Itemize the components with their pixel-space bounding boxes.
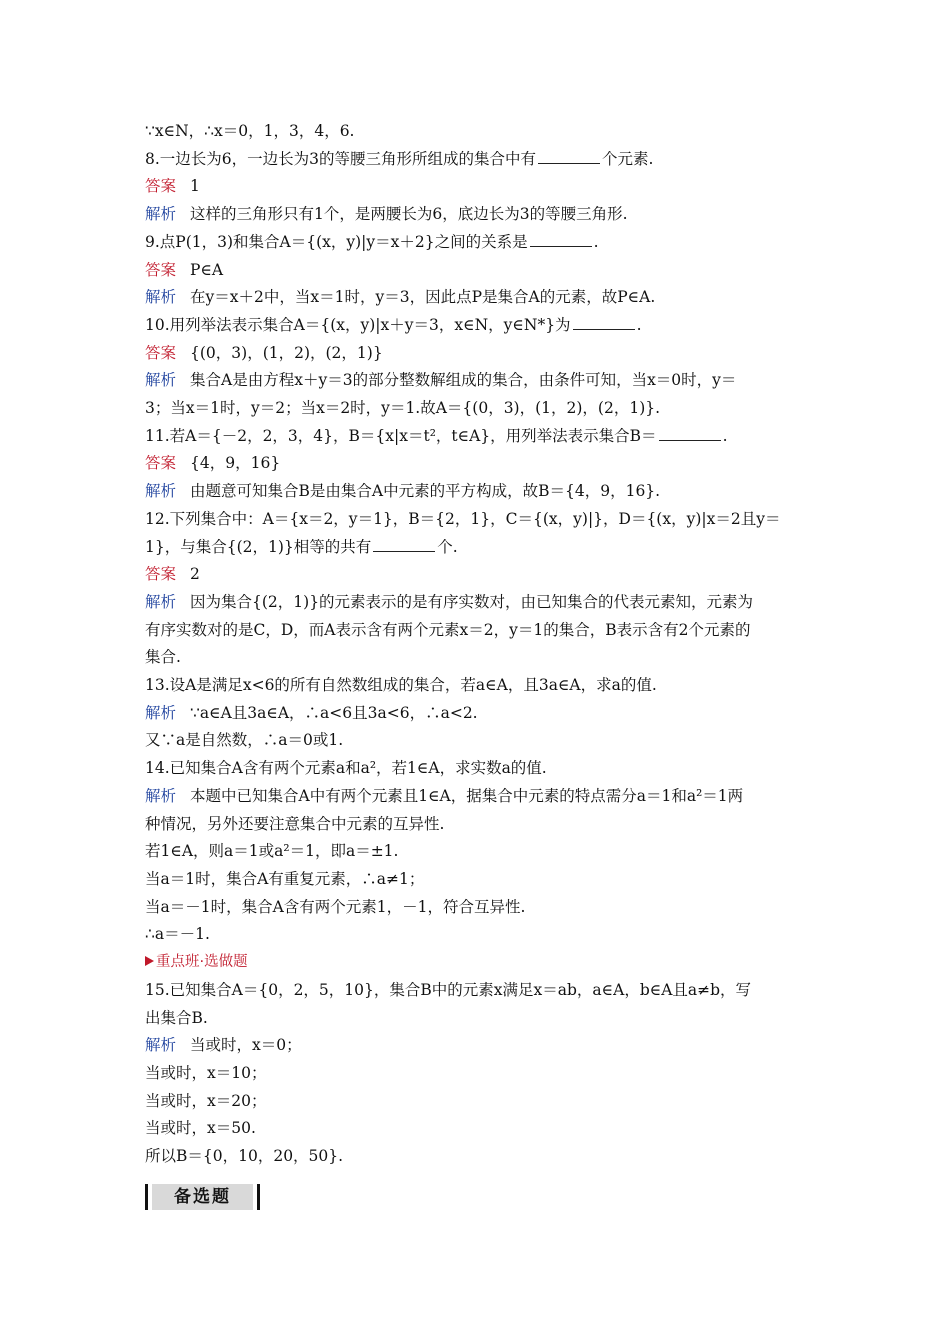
text-line [145, 118, 810, 146]
text-line [145, 866, 810, 894]
text-line [145, 395, 810, 423]
answer-line [145, 561, 810, 589]
question-text: 个元素. [602, 149, 654, 168]
analysis-label: 解析 [145, 592, 177, 611]
answer-label: 答案 [145, 260, 177, 279]
text-line [145, 1115, 810, 1143]
analysis-label: 解析 [145, 288, 177, 307]
line-text: 出集合B. [145, 1008, 208, 1027]
answer-line [145, 450, 810, 478]
line-text: 15.已知集合A＝{0，2，5，10}，集合B中的元素x满足x＝ab，a∈A，b∈A且a≠b，写 [145, 980, 752, 999]
answer-text: {(0，3)，(1，2)，(2，1)} [190, 343, 383, 362]
question-text: 个. [437, 537, 458, 556]
question-line [145, 229, 810, 257]
answer-text: 1 [190, 177, 200, 196]
analysis-line [145, 478, 810, 506]
question-text: 1}，与集合{(2，1)}相等的共有 [145, 537, 372, 556]
line-text: ∴a＝－1. [145, 925, 210, 944]
answer-label: 答案 [145, 343, 177, 362]
line-text: 有序实数对的是C，D，而A表示含有两个元素x＝2，y＝1的集合，B表示含有2个元素的 [145, 620, 751, 639]
text-line [145, 1060, 810, 1088]
question-line [145, 534, 810, 562]
section-title: 重点班·选做题 [156, 954, 248, 971]
line-text: 13.设A是满足x<6的所有自然数组成的集合，若a∈A，且3a∈A，求a的值. [145, 676, 657, 695]
analysis-text: 由题意可知集合B是由集合A中元素的平方构成，故B＝{4，9，16}. [190, 482, 661, 501]
analysis-text: 集合A是由方程x＋y＝3的部分整数解组成的集合，由条件可知，当x＝0时，y＝ [190, 371, 737, 390]
answer-text: {4，9，16} [190, 454, 281, 473]
answer-blank [538, 149, 600, 164]
text-line [145, 1088, 810, 1116]
answer-blank [373, 537, 435, 552]
text-line [145, 977, 810, 1005]
answer-text: 2 [190, 565, 200, 584]
section-heading [145, 949, 810, 977]
analysis-line [145, 367, 810, 395]
answer-blank [659, 426, 721, 441]
line-text: 若1∈A，则a＝1或a²＝1，即a＝±1. [145, 842, 399, 861]
line-text: 当或时，x＝10； [145, 1063, 267, 1082]
line-text: 14.已知集合A含有两个元素a和a²，若1∈A，求实数a的值. [145, 759, 547, 778]
answer-label: 答案 [145, 177, 177, 196]
answer-blank [573, 315, 635, 330]
line-text: 12.下列集合中：A＝{x＝2，y＝1}，B＝{2，1}，C＝{(x，y)|}，D＝{(x，y)|x＝2且y＝ [145, 509, 781, 528]
analysis-line [145, 284, 810, 312]
analysis-label: 解析 [145, 371, 177, 390]
analysis-text: 在y＝x＋2中，当x＝1时，y＝3，因此点P是集合A的元素，故P∈A. [190, 288, 656, 307]
analysis-label: 解析 [145, 205, 177, 224]
text-line [145, 727, 810, 755]
left-bar [145, 1184, 148, 1210]
question-text: 9.点P(1，3)和集合A＝{(x，y)|y＝x＋2}之间的关系是 [145, 232, 528, 251]
answer-line [145, 257, 810, 285]
analysis-label: 解析 [145, 786, 177, 805]
text-line [145, 617, 810, 645]
analysis-label: 解析 [145, 1036, 177, 1055]
line-text: 当a＝1时，集合A有重复元素，∴a≠1； [145, 869, 425, 888]
right-bar [257, 1184, 260, 1210]
analysis-label: 解析 [145, 703, 177, 722]
answer-label: 答案 [145, 454, 177, 473]
line-text: 当或时，x＝50. [145, 1119, 256, 1138]
analysis-text: 这样的三角形只有1个，是两腰长为6，底边长为3的等腰三角形. [190, 205, 628, 224]
question-text: 11.若A＝{－2，2，3，4}，B＝{x|x＝t²，t∈A}，用列举法表示集合B＝ [145, 426, 657, 445]
text-line [145, 1005, 810, 1033]
answer-label: 答案 [145, 565, 177, 584]
analysis-line [145, 201, 810, 229]
line-text: 集合. [145, 648, 181, 667]
line-text: 当或时，x＝20； [145, 1091, 267, 1110]
analysis-text: ∵a∈A且3a∈A，∴a<6且3a<6，∴a<2. [190, 703, 478, 722]
text-line [145, 894, 810, 922]
question-text: 10.用列举法表示集合A＝{(x，y)|x＋y＝3，x∈N，y∈N*}为 [145, 315, 571, 334]
line-text: 3；当x＝1时，y＝2；当x＝2时，y＝1.故A＝{(0，3)，(1，2)，(2，1)}. [145, 399, 661, 418]
text-line [145, 838, 810, 866]
analysis-line [145, 700, 810, 728]
line-text: 种情况，另外还要注意集合中元素的互异性. [145, 814, 445, 833]
text-line [145, 1143, 810, 1171]
question-text: . [636, 315, 642, 334]
text-line [145, 506, 810, 534]
question-text: . [593, 232, 599, 251]
text-line [145, 921, 810, 949]
line-text: 又∵a是自然数，∴a＝0或1. [145, 731, 344, 750]
question-line [145, 312, 810, 340]
question-text: 8.一边长为6，一边长为3的等腰三角形所组成的集合中有 [145, 149, 537, 168]
line-text: 所以B＝{0，10，20，50}. [145, 1147, 344, 1166]
text-line [145, 755, 810, 783]
answer-text: P∈A [190, 260, 224, 279]
text-line [145, 644, 810, 672]
answer-blank [530, 232, 592, 247]
answer-line [145, 173, 810, 201]
analysis-line [145, 783, 810, 811]
analysis-label: 解析 [145, 482, 177, 501]
text-line [145, 811, 810, 839]
triangle-marker-icon [145, 956, 154, 966]
backup-title: 备选题 [152, 1184, 253, 1210]
analysis-text: 当或时，x＝0； [190, 1036, 302, 1055]
document-body [145, 118, 810, 1171]
answer-line [145, 340, 810, 368]
text-line [145, 672, 810, 700]
analysis-text: 因为集合{(2，1)}的元素表示的是有序实数对，由已知集合的代表元素知，元素为 [190, 592, 754, 611]
line-text: 当a＝－1时，集合A含有两个元素1，－1，符合互异性. [145, 897, 526, 916]
question-text: . [722, 426, 728, 445]
question-line [145, 146, 810, 174]
backup-section-header [145, 1184, 260, 1210]
question-line [145, 423, 810, 451]
line-text: ∵x∈N，∴x＝0，1，3，4，6. [145, 122, 355, 140]
analysis-line [145, 1032, 810, 1060]
analysis-line [145, 589, 810, 617]
analysis-text: 本题中已知集合A中有两个元素且1∈A，据集合中元素的特点需分a＝1和a²＝1两 [190, 786, 744, 805]
